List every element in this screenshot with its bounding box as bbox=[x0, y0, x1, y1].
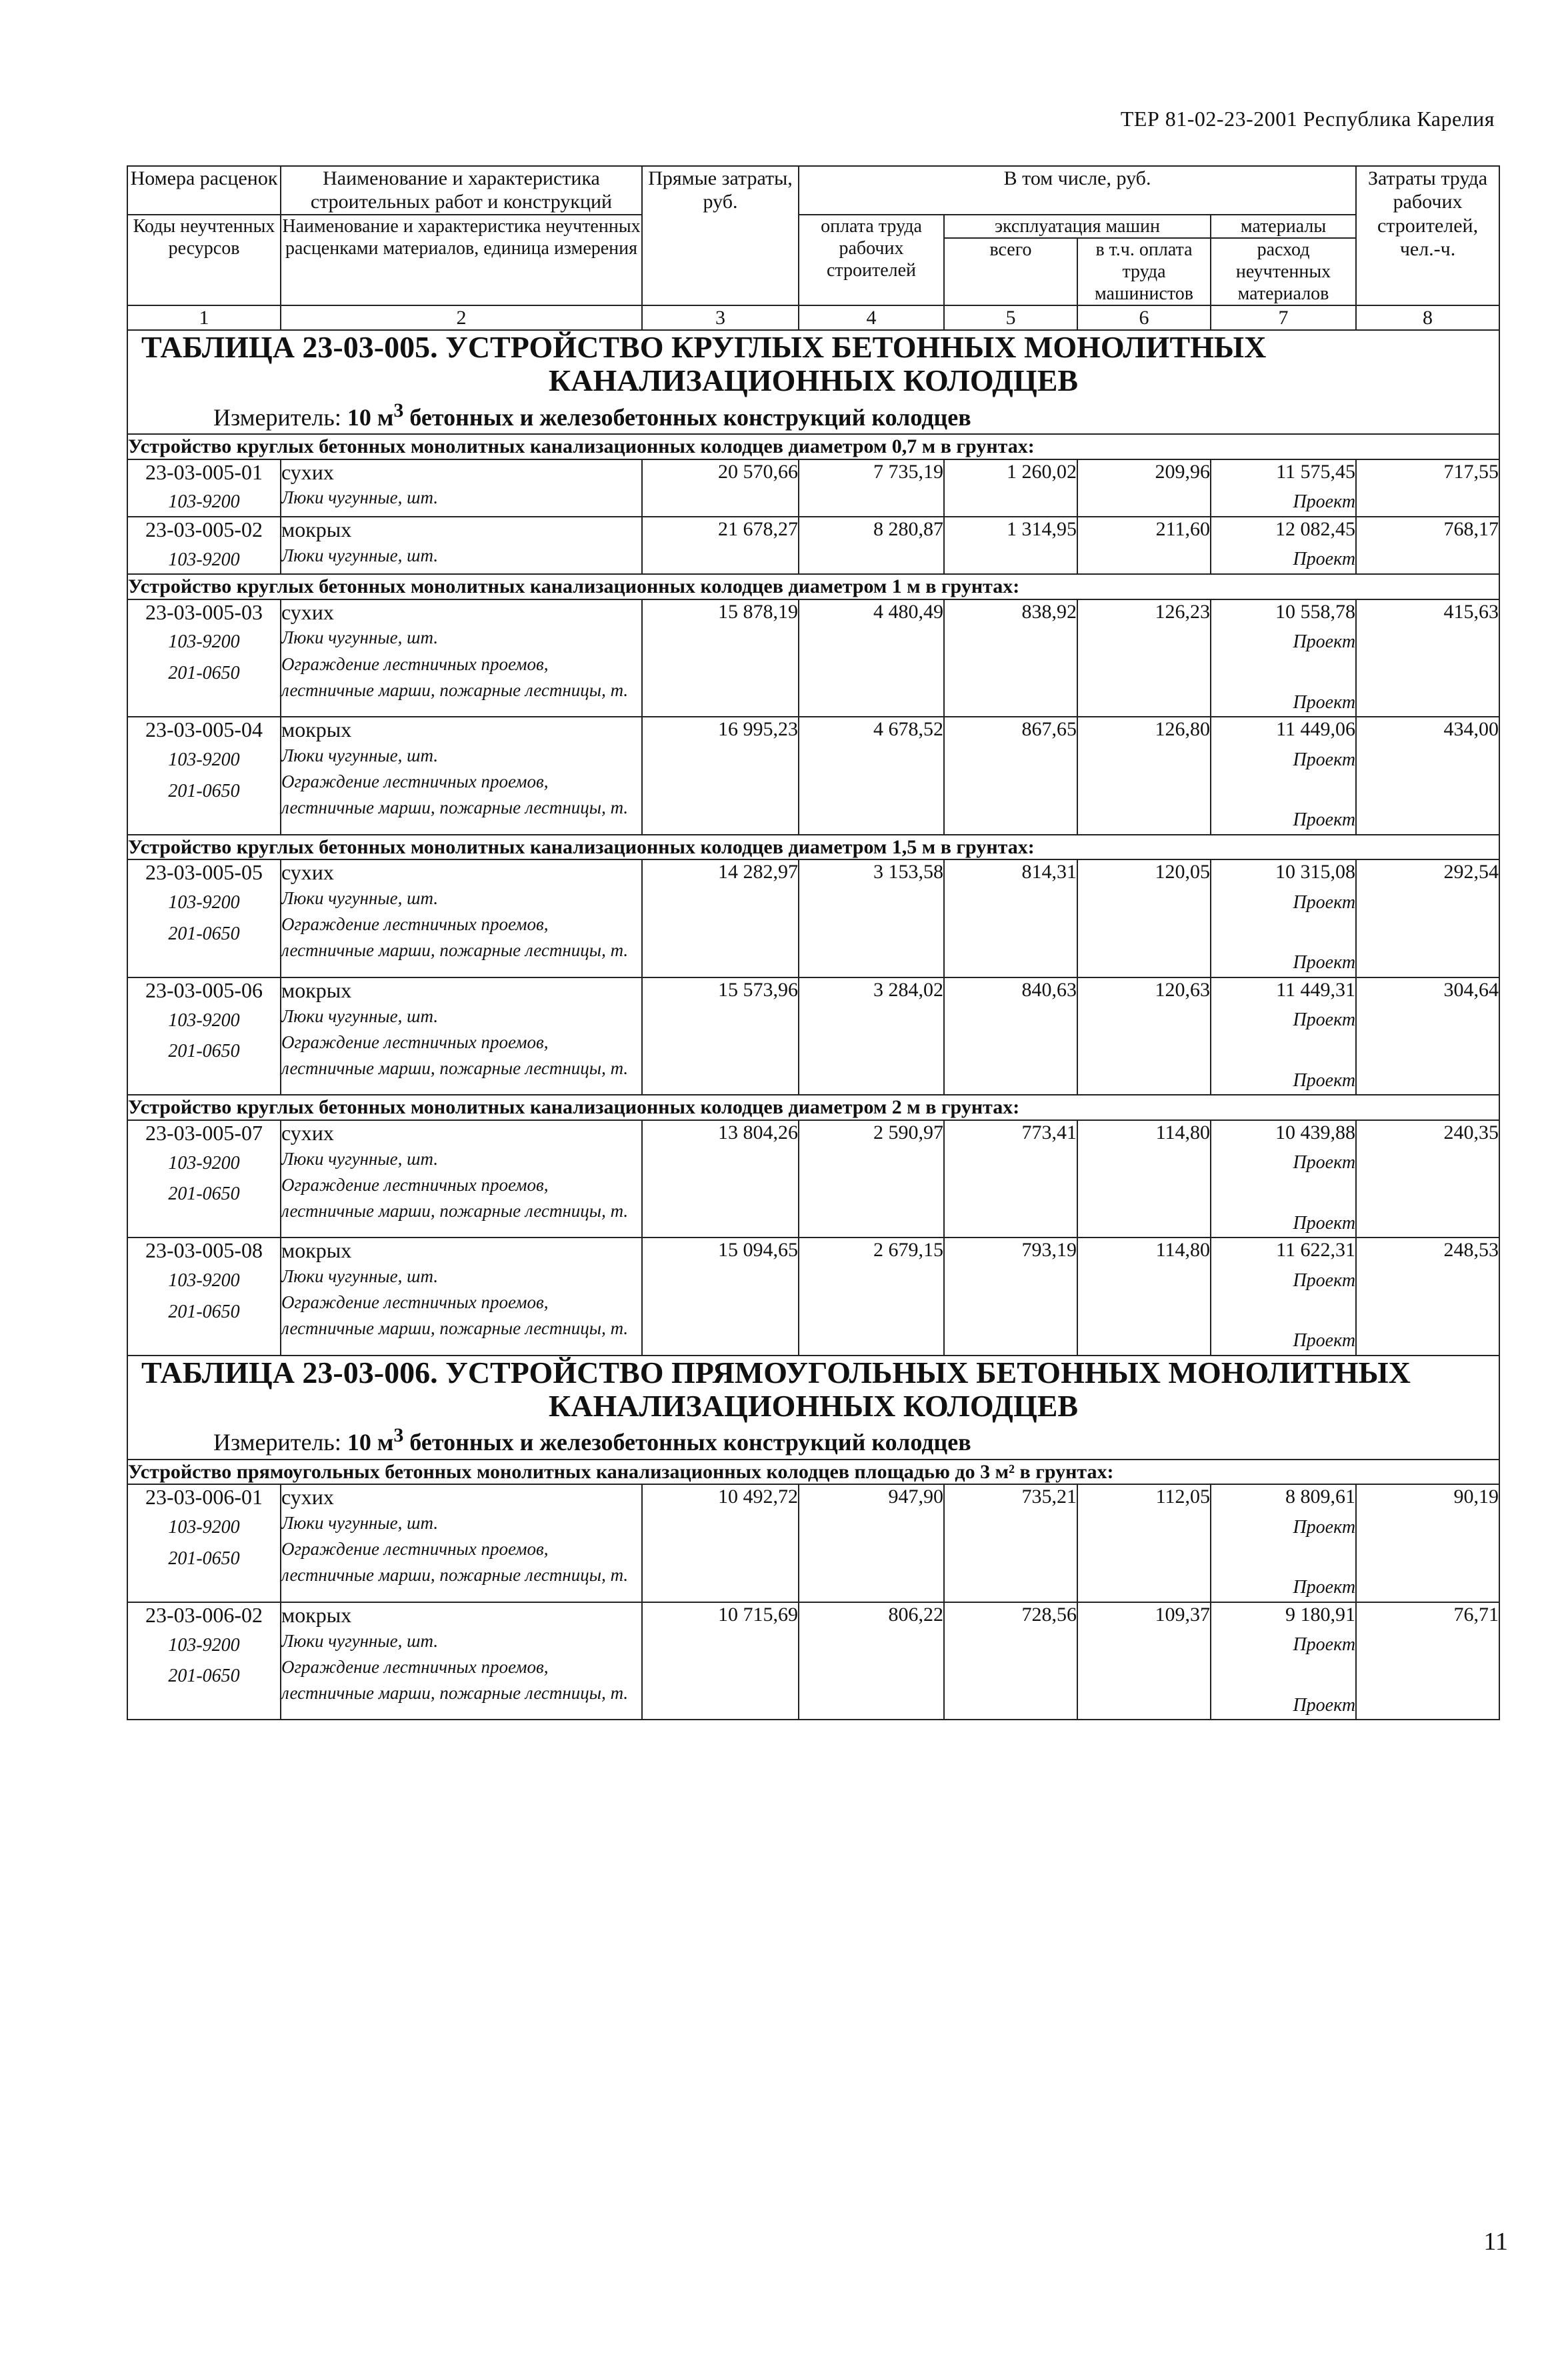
material-cost: 12 082,45 bbox=[1275, 517, 1356, 540]
rate-name: мокрых bbox=[281, 517, 352, 541]
material-cell bbox=[1211, 1238, 1356, 1356]
labor-cost: 4 480,49 bbox=[799, 599, 944, 717]
measure-sup: 3 bbox=[393, 1424, 404, 1447]
section-title-row bbox=[127, 1095, 1499, 1119]
material-source: Проект bbox=[1293, 1009, 1356, 1031]
material-cost: 11 575,45 bbox=[1276, 460, 1356, 483]
machine-cost: 728,56 bbox=[944, 1602, 1077, 1720]
spacer bbox=[1211, 773, 1355, 801]
material-cell bbox=[1211, 1602, 1356, 1720]
resource-name: Ограждение лестничных проемов, лестничные марши, пожарные лестницы, т. bbox=[281, 1656, 629, 1703]
resource-name: Люки чугунные, шт. bbox=[281, 1266, 439, 1287]
resource-name: Ограждение лестничных проемов, лестничные марши, пожарные лестницы, т. bbox=[281, 914, 629, 961]
measure-text: бетонных и железобетонных конструкций колодцев bbox=[409, 403, 971, 431]
rate-code-cell bbox=[127, 599, 281, 717]
rate-name: мокрых bbox=[281, 977, 352, 1002]
labor-hours: 304,64 bbox=[1356, 977, 1499, 1095]
rate-row bbox=[127, 859, 1499, 977]
rate-code: 23-03-006-02 bbox=[145, 1602, 263, 1627]
machinist-cost: 126,80 bbox=[1077, 717, 1211, 835]
resource-name: Ограждение лестничных проемов, лестничные марши, пожарные лестницы, т. bbox=[281, 653, 629, 700]
page-header: ТЕР 81-02-23-2001 Республика Карелия bbox=[1120, 107, 1495, 131]
resource-name: Люки чугунные, шт. bbox=[281, 627, 439, 648]
resource-code: 103-9200 bbox=[168, 1152, 240, 1173]
machinist-cost: 120,63 bbox=[1077, 977, 1211, 1095]
page-number: 11 bbox=[1483, 2228, 1508, 2256]
table-title-line: КАНАЛИЗАЦИОННЫХ КОЛОДЦЕВ bbox=[548, 363, 1079, 397]
rates-table bbox=[127, 165, 1500, 1720]
resource-code: 201-0650 bbox=[168, 1041, 240, 1062]
machine-cost: 840,63 bbox=[944, 977, 1077, 1095]
col-header-materials: материалы bbox=[1211, 215, 1356, 238]
resource-name: Ограждение лестничных проемов, лестничные марши, пожарные лестницы, т. bbox=[281, 1539, 629, 1586]
rate-name: сухих bbox=[281, 860, 334, 885]
spacer bbox=[1211, 1659, 1355, 1687]
machinist-cost: 120,05 bbox=[1077, 859, 1211, 977]
labor-cost: 2 679,15 bbox=[799, 1238, 944, 1356]
rate-code-cell bbox=[127, 717, 281, 835]
material-cost: 9 180,91 bbox=[1285, 1603, 1356, 1626]
machinist-cost: 114,80 bbox=[1077, 1120, 1211, 1238]
material-source: Проект bbox=[1293, 491, 1356, 513]
material-cost: 11 449,31 bbox=[1276, 978, 1356, 1001]
rate-row bbox=[127, 1120, 1499, 1238]
resource-code: 201-0650 bbox=[168, 663, 240, 684]
machine-cost: 773,41 bbox=[944, 1120, 1077, 1238]
machinist-cost: 114,80 bbox=[1077, 1238, 1211, 1356]
rate-code: 23-03-005-02 bbox=[145, 517, 263, 541]
rate-code-cell bbox=[127, 1484, 281, 1602]
resource-code: 201-0650 bbox=[168, 780, 240, 801]
material-source: Проект bbox=[1293, 1152, 1356, 1173]
material-source: Проект bbox=[1293, 1212, 1356, 1234]
direct-cost: 15 878,19 bbox=[642, 599, 799, 717]
material-source: Проект bbox=[1293, 1069, 1356, 1091]
material-source: Проект bbox=[1293, 631, 1356, 653]
labor-cost: 947,90 bbox=[799, 1484, 944, 1602]
material-cell bbox=[1211, 1120, 1356, 1238]
material-source: Проект bbox=[1293, 1270, 1356, 1291]
resource-name: Люки чугунные, шт. bbox=[281, 1513, 439, 1534]
material-cell bbox=[1211, 599, 1356, 717]
rate-name-cell bbox=[281, 599, 642, 717]
material-cost: 10 439,88 bbox=[1275, 1121, 1356, 1143]
column-number: 5 bbox=[944, 305, 1077, 330]
rate-code: 23-03-005-01 bbox=[145, 459, 263, 484]
material-cost: 10 315,08 bbox=[1275, 861, 1356, 883]
rate-name: мокрых bbox=[281, 1238, 352, 1263]
material-source: Проект bbox=[1293, 1330, 1356, 1352]
measure-num: 10 м bbox=[347, 403, 394, 431]
direct-cost: 15 094,65 bbox=[642, 1238, 799, 1356]
labor-hours: 415,63 bbox=[1356, 599, 1499, 717]
spacer bbox=[1211, 656, 1355, 684]
rate-name-cell bbox=[281, 1120, 642, 1238]
col-header-machinists: в т.ч. оплата труда машинистов bbox=[1077, 238, 1211, 305]
col-header-codes: Номера расценок bbox=[127, 166, 281, 215]
machine-cost: 735,21 bbox=[944, 1484, 1077, 1602]
column-number: 7 bbox=[1211, 305, 1356, 330]
resource-name: Ограждение лестничных проемов, лестничные марши, пожарные лестницы, т. bbox=[281, 1031, 629, 1078]
col-header-hours: Затраты труда рабочих строителей, чел.-ч. bbox=[1356, 166, 1499, 305]
section-title-row bbox=[127, 574, 1499, 599]
machine-cost: 838,92 bbox=[944, 599, 1077, 717]
measure-label: Измеритель: bbox=[213, 403, 341, 431]
direct-cost: 16 995,23 bbox=[642, 717, 799, 835]
rate-code: 23-03-005-06 bbox=[145, 977, 263, 1002]
material-source: Проект bbox=[1293, 1516, 1356, 1538]
resource-code: 103-9200 bbox=[168, 749, 240, 771]
labor-cost: 806,22 bbox=[799, 1602, 944, 1720]
labor-hours: 434,00 bbox=[1356, 717, 1499, 835]
machinist-cost: 209,96 bbox=[1077, 459, 1211, 517]
material-source: Проект bbox=[1293, 1694, 1356, 1716]
material-source: Проект bbox=[1293, 1577, 1356, 1598]
resource-code: 201-0650 bbox=[168, 1666, 240, 1687]
measure-text: бетонных и железобетонных конструкций колодцев bbox=[409, 1429, 971, 1456]
resource-name: Люки чугунные, шт. bbox=[281, 745, 439, 766]
material-source: Проект bbox=[1293, 809, 1356, 831]
direct-cost: 13 804,26 bbox=[642, 1120, 799, 1238]
rate-name-cell bbox=[281, 1484, 642, 1602]
column-number: 6 bbox=[1077, 305, 1211, 330]
col-header-machines-total: всего bbox=[944, 238, 1077, 305]
measure-label: Измеритель: bbox=[213, 1429, 341, 1456]
spacer bbox=[1211, 1177, 1355, 1205]
rate-code-cell bbox=[127, 1120, 281, 1238]
resource-code: 201-0650 bbox=[168, 923, 240, 944]
resource-name: Ограждение лестничных проемов, лестничные марши, пожарные лестницы, т. bbox=[281, 1174, 629, 1221]
direct-cost: 21 678,27 bbox=[642, 517, 799, 574]
table-title bbox=[127, 330, 1499, 434]
resource-name: Люки чугунные, шт. bbox=[281, 1630, 439, 1651]
material-cell bbox=[1211, 459, 1356, 517]
section-title-row bbox=[127, 1460, 1499, 1484]
rate-code-cell bbox=[127, 1602, 281, 1720]
section-title: Устройство круглых бетонных монолитных канализационных колодцев диаметром 2 м в грунтах: bbox=[127, 1095, 1499, 1119]
labor-cost: 3 153,58 bbox=[799, 859, 944, 977]
rate-name-cell bbox=[281, 977, 642, 1095]
rate-row bbox=[127, 717, 1499, 835]
labor-cost: 4 678,52 bbox=[799, 717, 944, 835]
resource-name: Люки чугунные, шт. bbox=[281, 545, 439, 565]
rate-code: 23-03-005-08 bbox=[145, 1238, 263, 1263]
rate-name: мокрых bbox=[281, 1602, 352, 1627]
spacer bbox=[1211, 1034, 1355, 1062]
header-row-1 bbox=[127, 166, 1499, 215]
resource-code: 103-9200 bbox=[168, 1009, 240, 1031]
rate-row bbox=[127, 599, 1499, 717]
rate-name: сухих bbox=[281, 459, 334, 484]
rate-code-cell bbox=[127, 859, 281, 977]
measure-quantity bbox=[347, 1424, 404, 1456]
machinist-cost: 109,37 bbox=[1077, 1602, 1211, 1720]
rate-name-cell bbox=[281, 517, 642, 574]
labor-hours: 768,17 bbox=[1356, 517, 1499, 574]
rate-row bbox=[127, 459, 1499, 517]
resource-code: 201-0650 bbox=[168, 1301, 240, 1322]
column-number: 2 bbox=[281, 305, 642, 330]
rate-row bbox=[127, 1484, 1499, 1602]
section-title: Устройство круглых бетонных монолитных канализационных колодцев диаметром 0,7 м в грунтах: bbox=[127, 434, 1499, 459]
machinist-cost: 211,60 bbox=[1077, 517, 1211, 574]
rate-code: 23-03-005-03 bbox=[145, 599, 263, 624]
material-source: Проект bbox=[1293, 891, 1356, 913]
measure-sup: 3 bbox=[393, 399, 404, 421]
table-title-line: ТАБЛИЦА 23-03-005. УСТРОЙСТВО КРУГЛЫХ БЕТОННЫХ МОНОЛИТНЫХ bbox=[141, 330, 1267, 365]
labor-hours: 240,35 bbox=[1356, 1120, 1499, 1238]
material-cell bbox=[1211, 977, 1356, 1095]
col-header-materials-desc: Наименование и характеристика неучтенных расценками материалов, единица измерения bbox=[281, 215, 642, 305]
labor-cost: 7 735,19 bbox=[799, 459, 944, 517]
rate-name-cell bbox=[281, 1238, 642, 1356]
column-number: 4 bbox=[799, 305, 944, 330]
spacer bbox=[1211, 1541, 1355, 1569]
labor-cost: 2 590,97 bbox=[799, 1120, 944, 1238]
material-source: Проект bbox=[1293, 691, 1356, 713]
labor-hours: 717,55 bbox=[1356, 459, 1499, 517]
table-title-line: КАНАЛИЗАЦИОННЫХ КОЛОДЦЕВ bbox=[548, 1388, 1079, 1423]
labor-hours: 292,54 bbox=[1356, 859, 1499, 977]
machinist-cost: 112,05 bbox=[1077, 1484, 1211, 1602]
col-header-material-consumption: расход неучтенных материалов bbox=[1211, 238, 1356, 305]
resource-code: 103-9200 bbox=[168, 1634, 240, 1656]
resource-name: Люки чугунные, шт. bbox=[281, 487, 439, 508]
direct-cost: 10 492,72 bbox=[642, 1484, 799, 1602]
col-header-machines: эксплуатация машин bbox=[944, 215, 1211, 238]
rate-code-cell bbox=[127, 459, 281, 517]
material-cost: 11 622,31 bbox=[1276, 1239, 1356, 1262]
rate-code-cell bbox=[127, 1238, 281, 1356]
material-cell bbox=[1211, 517, 1356, 574]
col-header-resource-codes: Коды неучтенных ресурсов bbox=[127, 215, 281, 305]
table-title bbox=[127, 1356, 1499, 1460]
material-source: Проект bbox=[1293, 1634, 1356, 1656]
rate-row bbox=[127, 1602, 1499, 1720]
resource-code: 103-9200 bbox=[168, 1517, 240, 1538]
direct-cost: 20 570,66 bbox=[642, 459, 799, 517]
col-header-direct: Прямые затраты, руб. bbox=[642, 166, 799, 305]
rate-code-cell bbox=[127, 977, 281, 1095]
table-title-line: ТАБЛИЦА 23-03-006. УСТРОЙСТВО ПРЯМОУГОЛЬНЫХ БЕТОННЫХ МОНОЛИТНЫХ bbox=[141, 1355, 1411, 1390]
rate-name: сухих bbox=[281, 1485, 334, 1510]
rate-row bbox=[127, 1238, 1499, 1356]
rate-name: сухих bbox=[281, 1120, 334, 1145]
resource-name: Люки чугунные, шт. bbox=[281, 1005, 439, 1026]
rate-row bbox=[127, 977, 1499, 1095]
direct-cost: 15 573,96 bbox=[642, 977, 799, 1095]
table-title-row bbox=[127, 1356, 1499, 1460]
section-title-row bbox=[127, 835, 1499, 859]
rate-code-cell bbox=[127, 517, 281, 574]
rate-name-cell bbox=[281, 1602, 642, 1720]
material-source: Проект bbox=[1293, 952, 1356, 973]
material-cell bbox=[1211, 859, 1356, 977]
resource-name: Ограждение лестничных проемов, лестничные марши, пожарные лестницы, т. bbox=[281, 1292, 629, 1339]
labor-cost: 8 280,87 bbox=[799, 517, 944, 574]
material-cost: 10 558,78 bbox=[1275, 600, 1356, 623]
section-title: Устройство круглых бетонных монолитных канализационных колодцев диаметром 1 м в грунтах: bbox=[127, 574, 1499, 599]
rate-row bbox=[127, 517, 1499, 574]
machine-cost: 1 314,95 bbox=[944, 517, 1077, 574]
rate-code: 23-03-006-01 bbox=[145, 1485, 263, 1510]
section-title: Устройство прямоугольных бетонных монолитных канализационных колодцев площадью до 3 м² в грунтах: bbox=[127, 1460, 1499, 1484]
rate-code: 23-03-005-07 bbox=[145, 1120, 263, 1145]
machinist-cost: 126,23 bbox=[1077, 599, 1211, 717]
resource-code: 201-0650 bbox=[168, 1548, 240, 1569]
resource-code: 103-9200 bbox=[168, 491, 240, 513]
column-numbers-row bbox=[127, 305, 1499, 330]
direct-cost: 14 282,97 bbox=[642, 859, 799, 977]
machine-cost: 793,19 bbox=[944, 1238, 1077, 1356]
col-header-works: Наименование и характеристика строительных работ и конструкций bbox=[281, 166, 642, 215]
labor-hours: 76,71 bbox=[1356, 1602, 1499, 1720]
resource-code: 103-9200 bbox=[168, 892, 240, 913]
material-cell bbox=[1211, 717, 1356, 835]
labor-hours: 90,19 bbox=[1356, 1484, 1499, 1602]
measure-unit bbox=[128, 397, 1499, 434]
labor-hours: 248,53 bbox=[1356, 1238, 1499, 1356]
material-cost: 8 809,61 bbox=[1285, 1486, 1356, 1508]
material-cost: 11 449,06 bbox=[1276, 718, 1356, 741]
col-header-group: В том числе, руб. bbox=[799, 166, 1356, 215]
rate-code: 23-03-005-05 bbox=[145, 860, 263, 885]
rate-name: сухих bbox=[281, 599, 334, 624]
material-cell bbox=[1211, 1484, 1356, 1602]
material-source: Проект bbox=[1293, 549, 1356, 570]
rate-name-cell bbox=[281, 459, 642, 517]
resource-name: Люки чугунные, шт. bbox=[281, 888, 439, 908]
col-header-labor: оплата труда рабочих строителей bbox=[799, 215, 944, 305]
rate-name-cell bbox=[281, 717, 642, 835]
section-title: Устройство круглых бетонных монолитных канализационных колодцев диаметром 1,5 м в грунтах: bbox=[127, 835, 1499, 859]
rate-name-cell bbox=[281, 859, 642, 977]
measure-num: 10 м bbox=[347, 1429, 394, 1456]
resource-code: 103-9200 bbox=[168, 631, 240, 653]
header-row-2 bbox=[127, 215, 1499, 238]
machine-cost: 1 260,02 bbox=[944, 459, 1077, 517]
spacer bbox=[1211, 916, 1355, 944]
column-number: 8 bbox=[1356, 305, 1499, 330]
labor-cost: 3 284,02 bbox=[799, 977, 944, 1095]
resource-code: 103-9200 bbox=[168, 1270, 240, 1292]
machine-cost: 814,31 bbox=[944, 859, 1077, 977]
measure-unit bbox=[128, 1422, 1499, 1459]
column-number: 3 bbox=[642, 305, 799, 330]
table-title-row bbox=[127, 330, 1499, 434]
measure-quantity bbox=[347, 399, 404, 431]
resource-name: Ограждение лестничных проемов, лестничные марши, пожарные лестницы, т. bbox=[281, 771, 629, 818]
spacer bbox=[1211, 1294, 1355, 1322]
rate-code: 23-03-005-04 bbox=[145, 717, 263, 742]
rate-name: мокрых bbox=[281, 717, 352, 742]
section-title-row bbox=[127, 434, 1499, 459]
machine-cost: 867,65 bbox=[944, 717, 1077, 835]
resource-name: Люки чугунные, шт. bbox=[281, 1148, 439, 1169]
direct-cost: 10 715,69 bbox=[642, 1602, 799, 1720]
resource-code: 103-9200 bbox=[168, 549, 240, 570]
column-number: 1 bbox=[127, 305, 281, 330]
resource-code: 201-0650 bbox=[168, 1183, 240, 1205]
material-source: Проект bbox=[1293, 749, 1356, 770]
